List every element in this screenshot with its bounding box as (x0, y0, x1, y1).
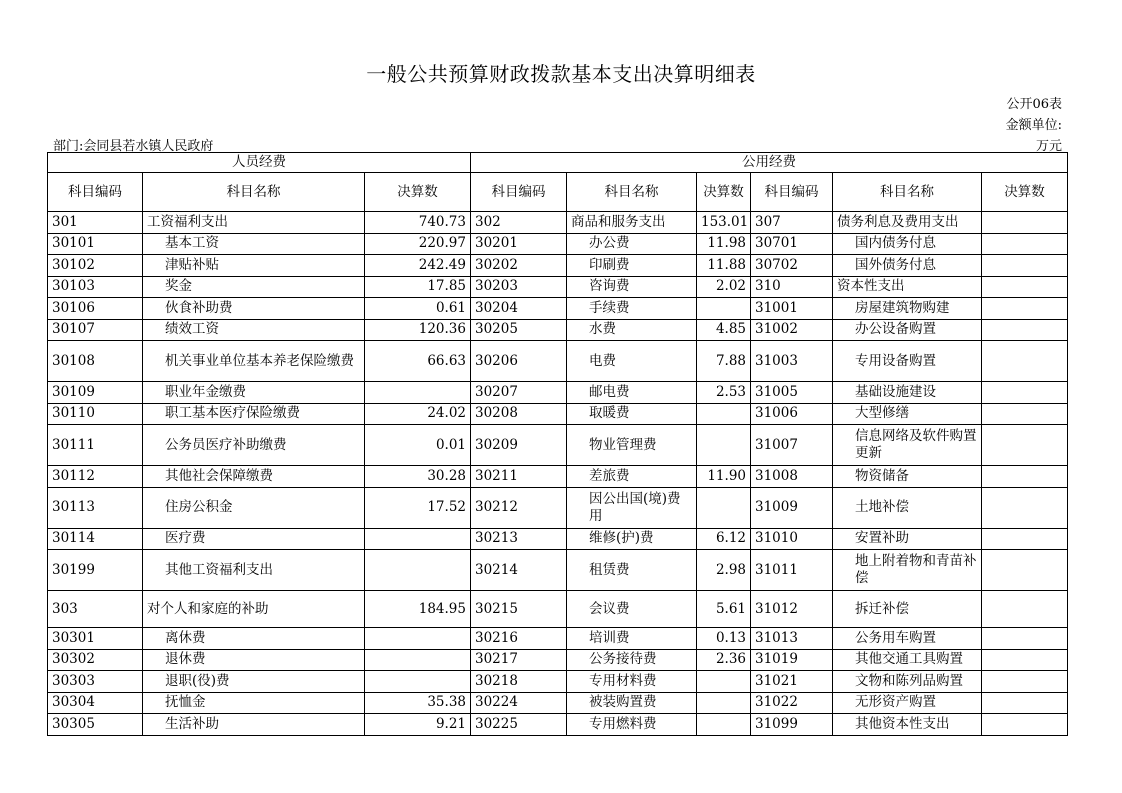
col-header-amount-3: 决算数 (982, 173, 1068, 212)
subject-name: 国外债务付息 (833, 255, 982, 277)
final-amount: 5.61 (697, 591, 751, 628)
subject-code: 31013 (751, 628, 833, 650)
final-amount: 740.73 (365, 212, 471, 234)
subject-code: 31011 (751, 550, 833, 591)
table-row (48, 212, 1068, 234)
subject-code: 31012 (751, 591, 833, 628)
table-row (48, 550, 1068, 591)
final-amount (982, 212, 1068, 234)
subject-name: 租赁费 (567, 550, 697, 591)
final-amount (982, 319, 1068, 341)
subject-name: 手续费 (567, 298, 697, 320)
subject-code: 30113 (48, 487, 143, 528)
table-row (48, 403, 1068, 425)
subject-code: 30304 (48, 692, 143, 714)
subject-code: 31006 (751, 403, 833, 425)
subject-code: 30114 (48, 528, 143, 550)
final-amount: 0.01 (365, 425, 471, 466)
subject-code: 30106 (48, 298, 143, 320)
subject-code: 30204 (471, 298, 567, 320)
final-amount (982, 649, 1068, 671)
final-amount: 17.85 (365, 276, 471, 298)
subject-code: 310 (751, 276, 833, 298)
final-amount (982, 298, 1068, 320)
subject-code: 30110 (48, 403, 143, 425)
subject-name: 职工基本医疗保险缴费 (143, 403, 365, 425)
final-amount (982, 425, 1068, 466)
subject-name: 奖金 (143, 276, 365, 298)
subject-code: 302 (471, 212, 567, 234)
final-amount: 2.02 (697, 276, 751, 298)
subject-code: 30201 (471, 233, 567, 255)
subject-name: 退职(役)费 (143, 671, 365, 693)
subject-code: 30202 (471, 255, 567, 277)
subject-name: 其他资本性支出 (833, 714, 982, 736)
final-amount (982, 276, 1068, 298)
table-row (48, 528, 1068, 550)
final-amount: 153.01 (697, 212, 751, 234)
expenditure-table (47, 152, 1068, 736)
subject-code: 30217 (471, 649, 567, 671)
final-amount (982, 233, 1068, 255)
subject-name: 地上附着物和青苗补偿 (833, 550, 982, 591)
subject-name: 水费 (567, 319, 697, 341)
subject-name: 被装购置费 (567, 692, 697, 714)
subject-code: 30112 (48, 466, 143, 488)
final-amount (697, 692, 751, 714)
final-amount (982, 528, 1068, 550)
col-header-name-1: 科目名称 (143, 173, 365, 212)
final-amount: 7.88 (697, 341, 751, 382)
section-personnel: 人员经费 (48, 153, 471, 173)
table-row (48, 628, 1068, 650)
subject-name: 其他交通工具购置 (833, 649, 982, 671)
subject-name: 医疗费 (143, 528, 365, 550)
final-amount (697, 714, 751, 736)
table-row (48, 341, 1068, 382)
final-amount: 0.13 (697, 628, 751, 650)
final-amount: 2.53 (697, 382, 751, 404)
subject-code: 30101 (48, 233, 143, 255)
subject-name: 电费 (567, 341, 697, 382)
col-header-name-3: 科目名称 (833, 173, 982, 212)
table-row (48, 233, 1068, 255)
subject-code: 31001 (751, 298, 833, 320)
subject-name: 大型修缮 (833, 403, 982, 425)
form-number: 公开06表 (1006, 97, 1062, 112)
final-amount: 242.49 (365, 255, 471, 277)
subject-code: 31021 (751, 671, 833, 693)
final-amount: 220.97 (365, 233, 471, 255)
subject-name: 基础设施建设 (833, 382, 982, 404)
subject-code: 30102 (48, 255, 143, 277)
col-header-code-2: 科目编码 (471, 173, 567, 212)
department-label: 部门:会同县若水镇人民政府 (53, 139, 214, 154)
subject-code: 30214 (471, 550, 567, 591)
subject-code: 30208 (471, 403, 567, 425)
table-row (48, 276, 1068, 298)
subject-name: 安置补助 (833, 528, 982, 550)
final-amount (982, 628, 1068, 650)
subject-code: 30206 (471, 341, 567, 382)
subject-code: 30109 (48, 382, 143, 404)
subject-name: 抚恤金 (143, 692, 365, 714)
subject-code: 30103 (48, 276, 143, 298)
section-public: 公用经费 (471, 153, 1068, 173)
subject-name: 职业年金缴费 (143, 382, 365, 404)
table-row (48, 298, 1068, 320)
amount-unit-value: 万元 (1035, 139, 1062, 154)
final-amount: 11.90 (697, 466, 751, 488)
subject-name: 工资福利支出 (143, 212, 365, 234)
table-row (48, 255, 1068, 277)
subject-name: 取暖费 (567, 403, 697, 425)
col-header-code-1: 科目编码 (48, 173, 143, 212)
subject-name: 咨询费 (567, 276, 697, 298)
subject-name: 培训费 (567, 628, 697, 650)
subject-code: 31007 (751, 425, 833, 466)
final-amount: 66.63 (365, 341, 471, 382)
final-amount (982, 714, 1068, 736)
subject-code: 30199 (48, 550, 143, 591)
subject-name: 绩效工资 (143, 319, 365, 341)
final-amount (365, 382, 471, 404)
subject-code: 30218 (471, 671, 567, 693)
final-amount (982, 341, 1068, 382)
subject-code: 30209 (471, 425, 567, 466)
final-amount (982, 466, 1068, 488)
subject-code: 31002 (751, 319, 833, 341)
table-row (48, 649, 1068, 671)
subject-code: 303 (48, 591, 143, 628)
col-header-code-3: 科目编码 (751, 173, 833, 212)
subject-code: 30211 (471, 466, 567, 488)
subject-code: 31019 (751, 649, 833, 671)
subject-code: 30212 (471, 487, 567, 528)
subject-name: 拆迁补偿 (833, 591, 982, 628)
final-amount (982, 255, 1068, 277)
table-row (48, 319, 1068, 341)
subject-code: 30107 (48, 319, 143, 341)
subject-code: 30216 (471, 628, 567, 650)
subject-name: 印刷费 (567, 255, 697, 277)
subject-name: 邮电费 (567, 382, 697, 404)
final-amount: 4.85 (697, 319, 751, 341)
final-amount (982, 382, 1068, 404)
final-amount (697, 298, 751, 320)
final-amount (982, 591, 1068, 628)
subject-name: 会议费 (567, 591, 697, 628)
subject-name: 津贴补贴 (143, 255, 365, 277)
subject-name: 债务利息及费用支出 (833, 212, 982, 234)
subject-code: 30303 (48, 671, 143, 693)
subject-name: 商品和服务支出 (567, 212, 697, 234)
subject-name: 因公出国(境)费用 (567, 487, 697, 528)
final-amount (365, 528, 471, 550)
subject-name: 其他社会保障缴费 (143, 466, 365, 488)
final-amount: 0.61 (365, 298, 471, 320)
subject-code: 31003 (751, 341, 833, 382)
subject-name: 办公设备购置 (833, 319, 982, 341)
table-row (48, 466, 1068, 488)
final-amount (982, 550, 1068, 591)
final-amount: 184.95 (365, 591, 471, 628)
subject-name: 无形资产购置 (833, 692, 982, 714)
subject-name: 专用设备购置 (833, 341, 982, 382)
subject-name: 退休费 (143, 649, 365, 671)
subject-name: 机关事业单位基本养老保险缴费 (143, 341, 365, 382)
subject-code: 30701 (751, 233, 833, 255)
subject-name: 住房公积金 (143, 487, 365, 528)
subject-name: 专用材料费 (567, 671, 697, 693)
subject-code: 31009 (751, 487, 833, 528)
subject-code: 31010 (751, 528, 833, 550)
subject-code: 30111 (48, 425, 143, 466)
subject-code: 30205 (471, 319, 567, 341)
subject-name: 对个人和家庭的补助 (143, 591, 365, 628)
final-amount (982, 671, 1068, 693)
subject-code: 30213 (471, 528, 567, 550)
final-amount (982, 692, 1068, 714)
subject-name: 离休费 (143, 628, 365, 650)
table-row (48, 714, 1068, 736)
subject-name: 物业管理费 (567, 425, 697, 466)
final-amount: 11.88 (697, 255, 751, 277)
subject-code: 31022 (751, 692, 833, 714)
final-amount (365, 649, 471, 671)
table-row (48, 671, 1068, 693)
subject-code: 30702 (751, 255, 833, 277)
subject-code: 30301 (48, 628, 143, 650)
final-amount: 2.36 (697, 649, 751, 671)
subject-code: 31005 (751, 382, 833, 404)
subject-code: 31099 (751, 714, 833, 736)
final-amount: 30.28 (365, 466, 471, 488)
subject-name: 文物和陈列品购置 (833, 671, 982, 693)
subject-name: 生活补助 (143, 714, 365, 736)
subject-name: 办公费 (567, 233, 697, 255)
subject-name: 土地补偿 (833, 487, 982, 528)
report-title: 一般公共预算财政拨款基本支出决算明细表 (366, 62, 756, 86)
subject-name: 物资储备 (833, 466, 982, 488)
final-amount (697, 403, 751, 425)
subject-name: 资本性支出 (833, 276, 982, 298)
subject-code: 30305 (48, 714, 143, 736)
col-header-name-2: 科目名称 (567, 173, 697, 212)
table-row (48, 591, 1068, 628)
subject-code: 301 (48, 212, 143, 234)
subject-code: 30207 (471, 382, 567, 404)
subject-code: 31008 (751, 466, 833, 488)
table-row (48, 425, 1068, 466)
final-amount (365, 550, 471, 591)
col-header-amount-2: 决算数 (697, 173, 751, 212)
final-amount: 11.98 (697, 233, 751, 255)
subject-name: 专用燃料费 (567, 714, 697, 736)
final-amount: 17.52 (365, 487, 471, 528)
subject-name: 公务用车购置 (833, 628, 982, 650)
table-row (48, 382, 1068, 404)
final-amount: 9.21 (365, 714, 471, 736)
final-amount (365, 628, 471, 650)
table-row (48, 487, 1068, 528)
subject-code: 30224 (471, 692, 567, 714)
section-header-row (48, 153, 1068, 173)
final-amount (982, 403, 1068, 425)
subject-code: 30203 (471, 276, 567, 298)
subject-code: 307 (751, 212, 833, 234)
subject-name: 其他工资福利支出 (143, 550, 365, 591)
subject-name: 差旅费 (567, 466, 697, 488)
column-header-row (48, 173, 1068, 212)
subject-name: 维修(护)费 (567, 528, 697, 550)
final-amount: 120.36 (365, 319, 471, 341)
final-amount: 2.98 (697, 550, 751, 591)
subject-name: 国内债务付息 (833, 233, 982, 255)
table-row (48, 692, 1068, 714)
subject-code: 30108 (48, 341, 143, 382)
subject-code: 30215 (471, 591, 567, 628)
subject-name: 公务接待费 (567, 649, 697, 671)
final-amount: 35.38 (365, 692, 471, 714)
final-amount (365, 671, 471, 693)
subject-name: 房屋建筑物购建 (833, 298, 982, 320)
final-amount (697, 425, 751, 466)
final-amount (697, 671, 751, 693)
subject-code: 30225 (471, 714, 567, 736)
final-amount: 6.12 (697, 528, 751, 550)
final-amount: 24.02 (365, 403, 471, 425)
final-amount (697, 487, 751, 528)
col-header-amount-1: 决算数 (365, 173, 471, 212)
subject-name: 公务员医疗补助缴费 (143, 425, 365, 466)
final-amount (982, 487, 1068, 528)
subject-name: 基本工资 (143, 233, 365, 255)
subject-code: 30302 (48, 649, 143, 671)
subject-name: 伙食补助费 (143, 298, 365, 320)
amount-unit-label: 金额单位: (1005, 118, 1062, 133)
subject-name: 信息网络及软件购置更新 (833, 425, 982, 466)
